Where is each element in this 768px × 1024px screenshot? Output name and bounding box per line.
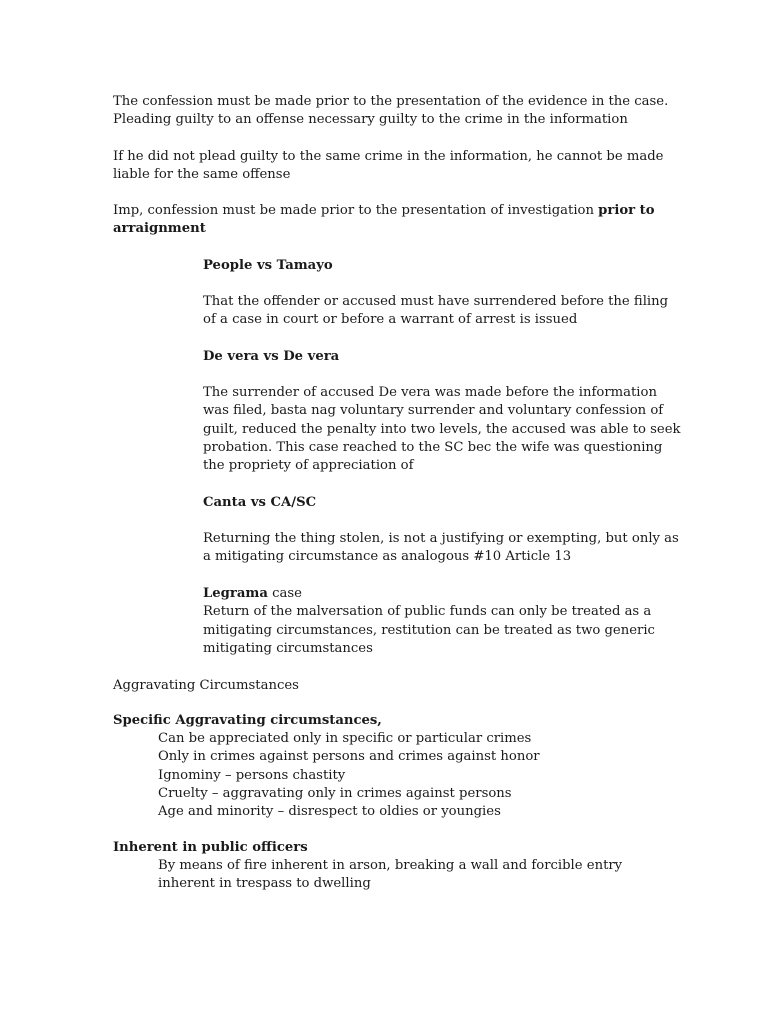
text-line: mitigating circumstances [203, 640, 373, 656]
case-title-canta: Canta vs CA/SC [203, 495, 317, 510]
text-line: the propriety of appreciation of [203, 458, 414, 474]
section-heading-aggravating: Aggravating Circumstances [113, 678, 299, 693]
text-line: Returning the thing stolen, is not a justifying or exempting, but only as [203, 531, 679, 546]
text-line: inherent in trespass to dwelling [158, 876, 371, 892]
text-line: If he did not plead guilty to the same crime in the information, he cannot be made [113, 149, 664, 164]
heading-inherent: Inherent in public officers [113, 840, 308, 855]
inherent-body [158, 857, 622, 894]
text-line: That the offender or accused must have surrendered before the filing [203, 294, 669, 309]
case-title-legrama [203, 585, 655, 603]
case-title-de-vera: De vera vs De vera [203, 349, 340, 364]
text-line: Pleading guilty to an offense necessary guilty to the crime in the information [113, 112, 628, 128]
text-line: Return of the malversation of public funds can only be treated as a [203, 604, 652, 620]
heading-specific-aggravating: Specific Aggravating circumstances, [113, 713, 382, 728]
case-title-people-vs-tamayo: People vs Tamayo [203, 258, 333, 273]
list-item: Cruelty – aggravating only in crimes against persons [158, 785, 512, 801]
text-line: arraignment [113, 221, 206, 237]
list-item: Age and minority – disrespect to oldies or youngies [158, 804, 501, 820]
text-normal: case [267, 586, 302, 601]
text-line: By means of fire inherent in arson, breaking a wall and forcible entry [158, 858, 623, 873]
paragraph-imp-confession [113, 202, 655, 239]
text-line: of a case in court or before a warrant of arrest is issued [203, 312, 578, 328]
text-line [113, 202, 655, 220]
text-bold: prior to [598, 203, 655, 218]
text-normal: Imp, confession must be made prior to the presentation of investigation [113, 203, 599, 218]
case-legrama [203, 585, 655, 658]
text-line: guilt, reduced the penalty into two levels, the accused was able to seek [203, 421, 681, 437]
case-body-canta [203, 530, 679, 567]
text-line: a mitigating circumstance as analogous #10 Article 13 [203, 549, 572, 565]
text-line: was filed, basta nag voluntary surrender and voluntary confession of [203, 403, 664, 419]
case-body-people-vs-tamayo [203, 293, 668, 330]
paragraph-confession-timing [113, 93, 668, 130]
specific-aggravating-list [158, 730, 540, 821]
text-bold: Legrama [203, 586, 268, 601]
case-body-de-vera [203, 384, 681, 475]
paragraph-plead-guilty [113, 148, 663, 185]
text-line: probation. This case reached to the SC bec the wife was questioning [203, 439, 663, 455]
text-line: The confession must be made prior to the presentation of the evidence in the case. [113, 94, 669, 109]
list-item: Can be appreciated only in specific or particular crimes [158, 731, 532, 746]
text-line: The surrender of accused De vera was made before the information [203, 385, 657, 400]
text-line: liable for the same offense [113, 167, 291, 183]
list-item: Only in crimes against persons and crimes against honor [158, 749, 540, 765]
text-line: mitigating circumstances, restitution can be treated as two generic [203, 622, 655, 638]
list-item: Ignominy – persons chastity [158, 767, 346, 783]
